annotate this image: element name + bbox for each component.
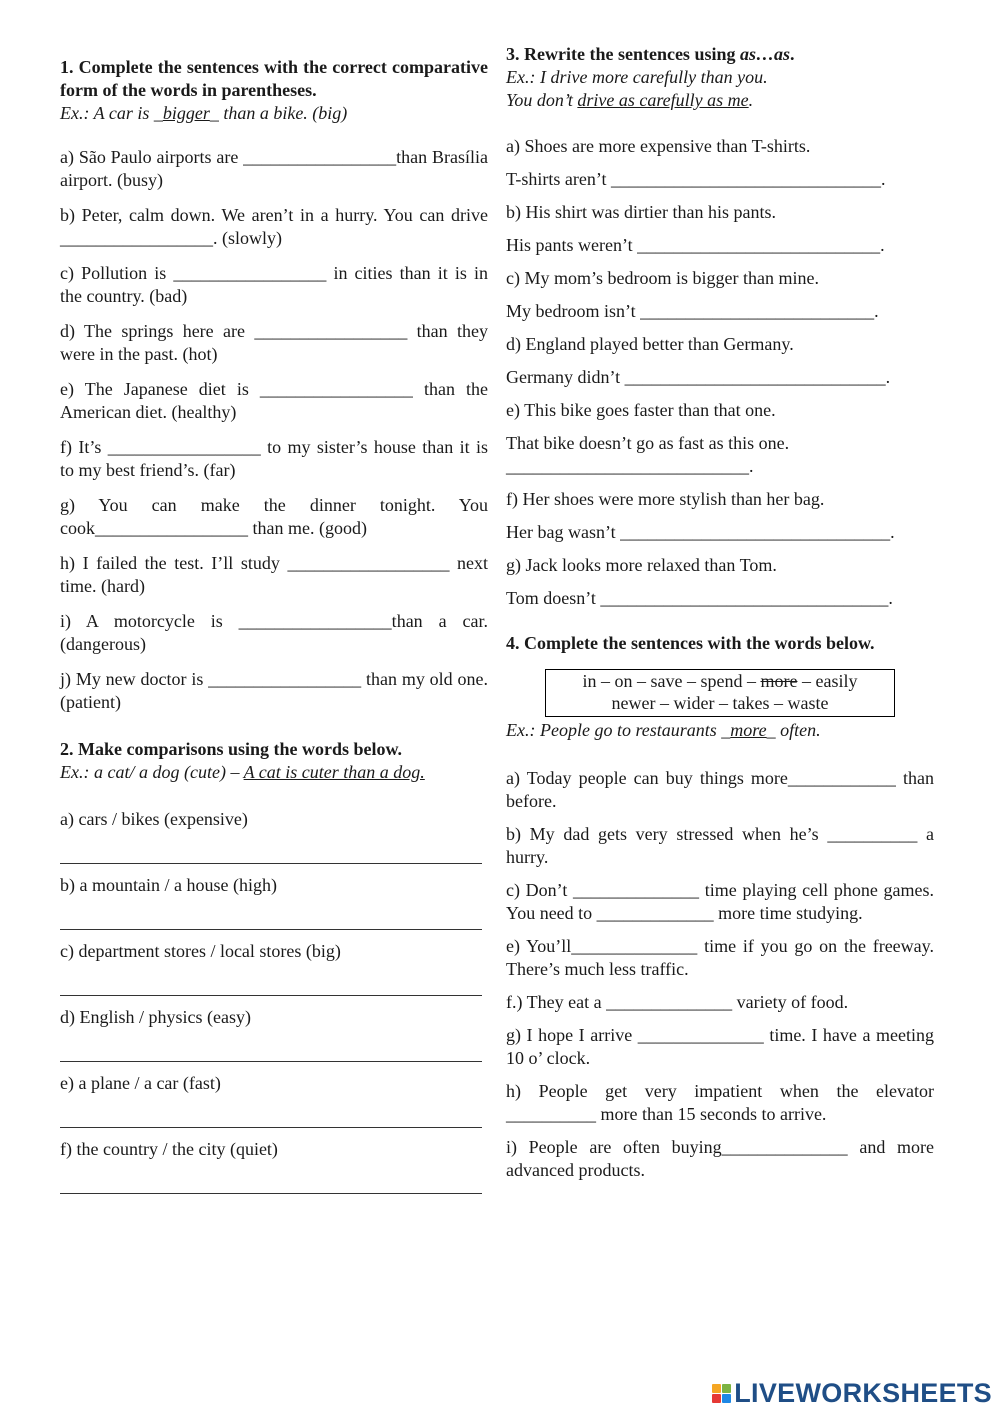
exercise-3a-sentence: a) Shoes are more expensive than T-shirts. xyxy=(506,136,811,156)
logo-square xyxy=(712,1394,721,1403)
exercise-3e-sentence: e) This bike goes faster than that one. xyxy=(506,400,776,420)
word-bank xyxy=(545,669,895,717)
example-text: _ than a bike. (big) xyxy=(209,103,348,123)
exercise-1j[interactable]: j) My new doctor is _________________ than my old one. (patient) xyxy=(60,669,488,712)
heading-emphasis: as…as xyxy=(739,44,790,64)
exercise-2e: e) a plane / a car (fast) xyxy=(60,1073,221,1093)
liveworksheets-logo xyxy=(712,1378,992,1408)
logo-square xyxy=(712,1384,721,1393)
exercise-2a: a) cars / bikes (expensive) xyxy=(60,809,248,829)
section-3-heading xyxy=(506,43,934,66)
exercise-1c[interactable]: c) Pollution is _________________ in cities than it is in the country. (bad) xyxy=(60,263,488,306)
section-4-heading: 4. Complete the sentences with the words below. xyxy=(506,633,875,653)
answer-line-2d[interactable] xyxy=(60,1039,482,1062)
section-1-heading: 1. Complete the sentences with the correct comparative form of the words in parentheses. xyxy=(60,57,488,100)
exercise-1f[interactable]: f) It’s _________________ to my sister’s house than it is to my best friend’s. (far) xyxy=(60,437,488,480)
exercise-1i[interactable]: i) A motorcycle is _________________than a car. (dangerous) xyxy=(60,611,488,654)
section-1-example xyxy=(60,102,488,125)
exercise-2c: c) department stores / local stores (big) xyxy=(60,941,341,961)
exercise-4a[interactable]: a) Today people can buy things more____________ than before. xyxy=(506,768,934,811)
exercise-2d: d) English / physics (easy) xyxy=(60,1007,251,1027)
example-text: _ often. xyxy=(766,720,821,740)
word-bank-line-2: newer – wider – takes – waste xyxy=(611,693,829,713)
example-text: Ex.: a cat/ a dog (cute) – xyxy=(60,762,244,782)
exercise-3g-answer[interactable]: Tom doesn’t ________________________________. xyxy=(506,588,893,608)
section-4 xyxy=(506,632,934,1182)
example-text: You don’t xyxy=(506,90,578,110)
word-bank-line-1 xyxy=(546,670,894,692)
answer-line-2a[interactable] xyxy=(60,841,482,864)
exercise-4g[interactable]: g) I hope I arrive ______________ time. I have a meeting 10 o’ clock. xyxy=(506,1025,934,1068)
exercise-3d-sentence: d) England played better than Germany. xyxy=(506,334,794,354)
answer-line-2b[interactable] xyxy=(60,907,482,930)
exercise-3g-sentence: g) Jack looks more relaxed than Tom. xyxy=(506,555,777,575)
exercise-3f-sentence: f) Her shoes were more stylish than her bag. xyxy=(506,489,825,509)
answer-line-2c[interactable] xyxy=(60,973,482,996)
section-2-example xyxy=(60,761,488,784)
section-4-example xyxy=(506,719,934,742)
section-3-example-line-1: Ex.: I drive more carefully than you. xyxy=(506,67,768,87)
example-answer: more xyxy=(730,720,767,740)
exercise-3b-sentence: b) His shirt was dirtier than his pants. xyxy=(506,202,776,222)
example-text: Ex.: A car is _ xyxy=(60,103,163,123)
exercise-1g[interactable]: g) You can make the dinner tonight. You cook_________________ than me. (good) xyxy=(60,495,488,538)
section-3-example-line-2 xyxy=(506,89,934,112)
liveworksheets-logo-icon xyxy=(712,1384,731,1403)
exercise-3a-answer[interactable]: T-shirts aren’t ______________________________. xyxy=(506,169,886,189)
exercise-4c[interactable]: c) Don’t ______________ time playing cell phone games. You need to _____________ more time studying. xyxy=(506,880,934,923)
exercise-2f: f) the country / the city (quiet) xyxy=(60,1139,278,1159)
exercise-1e[interactable]: e) The Japanese diet is _________________ than the American diet. (healthy) xyxy=(60,379,488,422)
heading-text: 3. Rewrite the sentences using xyxy=(506,44,740,64)
exercise-1d[interactable]: d) The springs here are _________________ than they were in the past. (hot) xyxy=(60,321,488,364)
logo-square xyxy=(722,1394,731,1403)
exercise-3f-answer[interactable]: Her bag wasn’t ______________________________. xyxy=(506,522,895,542)
heading-text: . xyxy=(789,44,795,64)
left-column xyxy=(60,56,488,1194)
right-column xyxy=(506,43,934,1182)
exercise-1b[interactable]: b) Peter, calm down. We aren’t in a hurry. You can drive _________________. (slowly) xyxy=(60,205,488,248)
example-text: Ex.: People go to restaurants _ xyxy=(506,720,731,740)
word-bank-used-word: more xyxy=(760,671,798,691)
logo-square xyxy=(722,1384,731,1393)
exercise-4e[interactable]: e) You’ll______________ time if you go on the freeway. There’s much less traffic. xyxy=(506,936,934,979)
exercise-3e-answer[interactable]: ___________________________. xyxy=(506,456,754,476)
exercise-1a[interactable]: a) São Paulo airports are _________________than Brasília airport. (busy) xyxy=(60,147,488,190)
example-answer: bigger xyxy=(162,103,210,123)
exercise-1h[interactable]: h) I failed the test. I’ll study __________________ next time. (hard) xyxy=(60,553,488,596)
exercise-3c-answer[interactable]: My bedroom isn’t __________________________. xyxy=(506,301,879,321)
example-text: . xyxy=(748,90,754,110)
example-answer: A cat is cuter than a dog. xyxy=(243,762,425,782)
exercise-4h[interactable]: h) People get very impatient when the elevator __________ more than 15 seconds to arrive. xyxy=(506,1081,934,1124)
example-answer: drive as carefully as me xyxy=(577,90,749,110)
exercise-2b: b) a mountain / a house (high) xyxy=(60,875,277,895)
section-3 xyxy=(506,43,934,610)
answer-line-2e[interactable] xyxy=(60,1105,482,1128)
exercise-4f[interactable]: f.) They eat a ______________ variety of food. xyxy=(506,992,849,1012)
section-1 xyxy=(60,56,488,714)
word-bank-text: in – on – save – spend – xyxy=(582,671,761,691)
exercise-4i[interactable]: i) People are often buying______________ and more advanced products. xyxy=(506,1137,934,1180)
word-bank-text: – easily xyxy=(797,671,858,691)
section-2-heading: 2. Make comparisons using the words below. xyxy=(60,739,403,759)
section-2 xyxy=(60,738,488,1194)
logo-text: LIVEWORKSHEETS xyxy=(734,1378,992,1408)
exercise-3e-prompt: That bike doesn’t go as fast as this one. xyxy=(506,433,790,453)
exercise-3d-answer[interactable]: Germany didn’t _____________________________. xyxy=(506,367,891,387)
exercise-3b-answer[interactable]: His pants weren’t ___________________________. xyxy=(506,235,885,255)
exercise-3c-sentence: c) My mom’s bedroom is bigger than mine. xyxy=(506,268,819,288)
exercise-4b[interactable]: b) My dad gets very stressed when he’s __________ a hurry. xyxy=(506,824,934,867)
answer-line-2f[interactable] xyxy=(60,1171,482,1194)
